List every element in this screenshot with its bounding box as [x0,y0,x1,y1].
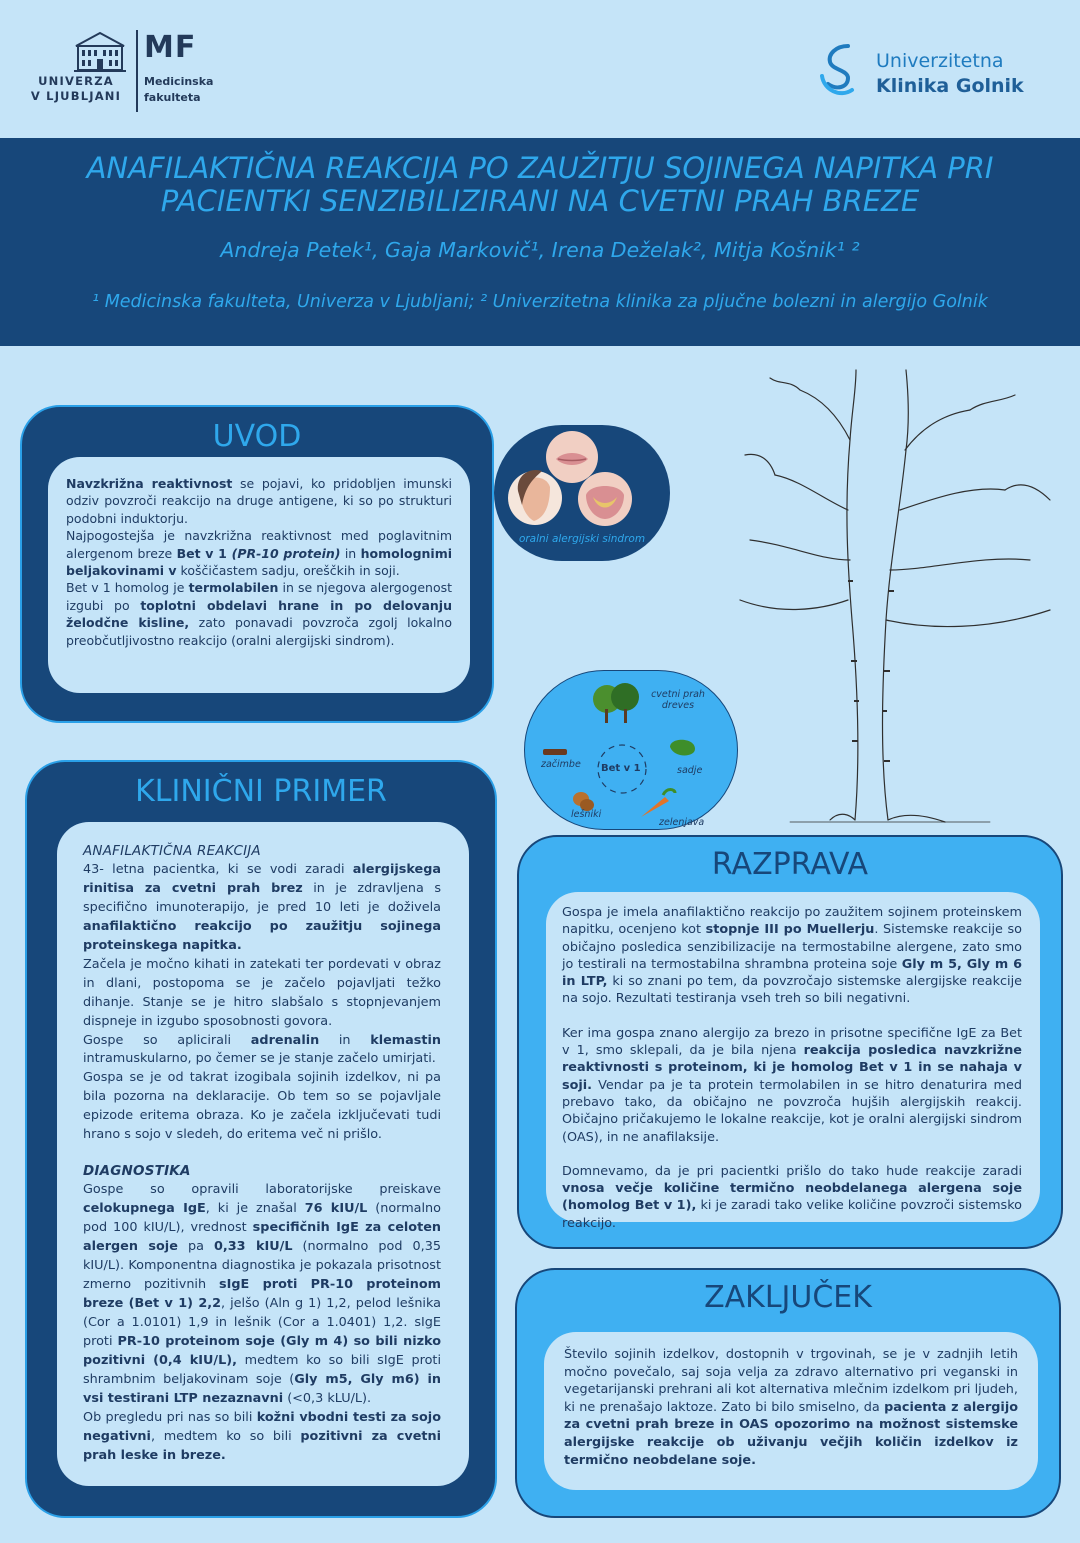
razprava-text-box [546,892,1040,1231]
spices-label: začimbe [541,759,581,770]
uvod-heading: UVOD [212,419,302,454]
klinicni-primer-text-box [57,822,469,1486]
university-ljubljani-logo [22,26,214,116]
university-building-icon [72,30,128,74]
uvod-paragraph: Bet v 1 homolog je termolabilen in se njegova alergogenost izgubi po toplotni obdelavi hrane in po delovanju želodčne kisline, zato ponavadi povzroča zgolj lokalno preobčutljivostno reakcijo (oralni alergijski sindrom). [66,580,453,648]
razprava-paragraph: Ker ima gospa znano alergijo za brezo in prisotne specifične IgE za Bet v 1, smo sklepali, da je bila njena reakcija posledica navzkrižne reaktivnosti s proteinom, ki je homolog Bet v 1 in se nahaja v soji. Vendar pa je ta protein termolabilen in se hitro denaturira med prebavo tako, da običajno ne povzroča hujših alergijskih reakcij. Običajno pričakujemo le lokalne reakcije, kot je oralni alergijski sindrom (OAS), in ne anafilaksije. [562,1025,1022,1145]
uvod-paragraph: Navzkrižna reaktivnost se pojavi, ko pridobljen imunski odziv povzroči reakcijo na druge antigene, ki so po strukturi podobni induktorju. [66,476,452,526]
bet-v1-crossreactivity-diagram [524,670,738,830]
uvod-panel [20,405,494,723]
diagnostika-subheading: DIAGNOSTIKA [83,1163,191,1180]
klinicni-primer-panel [25,760,497,1518]
logo-divider [136,30,138,112]
zakljucek-text-box [544,1332,1038,1490]
nuts-label: lešniki [571,809,602,820]
university-name: UNIVERZA V LJUBLJANI [30,74,122,103]
oas-illustration [494,425,670,561]
zakljucek-paragraph: Število sojinih izdelkov, dostopnih v trgovinah, se je v zadnjih letih močno povečalo, saj soja velja za zdravo alternativo pri veganski in vegetarijanski prehrani ali kot alternativa mlečnim izdelkom pri ljudeh, ki ne prenašajo laktoze. Zato bi bilo smiselno, da pacienta z alergijo za cvetni prah breze in OAS opozorimo na možnost sistemske alergijske reakcije ob uživanju večjih količin izdelkov iz termično neobdelane soje. [564,1347,1019,1468]
faculty-name: Medicinska fakulteta [144,75,214,104]
zakljucek-heading: ZAKLJUČEK [704,1280,872,1315]
pollen-label: cvetni prah dreves [651,689,705,711]
uvod-text-box [48,457,470,693]
primer-paragraph: Začela je močno kihati in zatekati ter pordevati v obraz in dlani, postopoma se je začelo pojavljati težko dihanje. Stanje se je hitro slabšalo s stopnjevanjem dispneje in izgubo sposobnosti govora. [83,956,441,1029]
razprava-heading: RAZPRAVA [711,847,869,882]
razprava-panel [517,835,1063,1249]
fruit-label: sadje [677,765,703,776]
mf-logotype: MF [144,30,197,65]
golnik-logo-line1: Univerzitetna [876,50,1004,72]
golnik-mark-icon [818,42,864,98]
vegetables-label: zelenjava [659,817,705,828]
bet-v1-center-label: Bet v 1 [601,763,641,774]
oas-caption: oralni alergijski sindrom [518,533,646,545]
klinika-golnik-logo [818,42,1038,102]
poster-title: ANAFILAKTIČNA REAKCIJA PO ZAUŽITJU SOJINEGA NAPITKA PRI PACIENTKI SENZIBILIZIRANI NA CVETNI PRAH BREZE [86,151,994,218]
authors: Andreja Petek¹, Gaja Markovič¹, Irena Deželak², Mitja Košnik¹ ² [220,238,860,262]
anafilakticna-subheading: ANAFILAKTIČNA REAKCIJA [83,843,261,859]
primer-paragraph: Gospe so opravili laboratorijske preiskave celokupnega IgE, ki je znašal 76 kIU/L (normalno pod 100 kIU/L), vrednost specifičnih IgE za celoten alergen soje pa 0,33 kIU/L (normalno pod 0,35 kIU/L). Komponentna diagnostika je pokazala prisotnost zmerno pozitivnih sIgE proti PR-10 proteinom breze (Bet v 1) 2,2, jelšo (Aln g 1) 1,2, pelod lešnika (Cor a 1.0101) 1,9 in lešnik (Cor a 1.0401) 1,2. sIgE proti PR-10 proteinom soje (Gly m 4) so bili nizko pozitivni (0,4 kIU/L), medtem ko so bili sIgE proti shrambnim beljakovinam soje (Gly m5, Gly m6) in vsi testirani LTP nezaznavni (<0,3 kLU/L). [83,1182,442,1406]
uvod-paragraph: Najpogostejša je navzkrižna reaktivnost med poglavitnim alergenom breze Bet v 1 (PR-10 protein) in homolognimi beljakovinami v koščičastem sadju, oreščkih in soji. [66,528,453,579]
title-band [0,138,1080,346]
primer-paragraph: Gospe so aplicirali adrenalin in klemastin intramuskularno, po čemer se je stanje začelo umirjati. [83,1032,441,1067]
golnik-logo-line2: Klinika Golnik [876,75,1024,97]
oas-faces-icon [494,425,670,535]
affiliations: ¹ Medicinska fakulteta, Univerza v Ljubljani; ² Univerzitetna klinika za pljučne bolezni in alergijo Golnik [92,292,988,312]
primer-paragraph: Gospa se je od takrat izogibala sojinih izdelkov, ni pa bila pozorna na deklaracije. Ob tem so se pojavljale epizode eritema obraza. Ko je začela izključevati tudi hrano s sojo v sledeh, do eritema več ni prišlo. [83,1070,441,1143]
klinicni-primer-heading: KLINIČNI PRIMER [135,774,387,809]
primer-paragraph: Ob pregledu pri nas so bili kožni vbodni testi za sojo negativni, medtem ko so bili pozitivni za cvetni prah leske in breze. [83,1409,441,1463]
zakljucek-panel [515,1268,1061,1518]
birch-tree-illustration [730,360,1075,840]
razprava-paragraph: Domnevamo, da je pri pacientki prišlo do tako hude reakcije zaradi vnosa večje količine termično neobdelanega alergena soje (homolog Bet v 1), ki je zaradi tako velike količine povzroči sistemsko reakcijo. [562,1163,1022,1231]
primer-paragraph: 43- letna pacientka, ki se vodi zaradi alergijskega rinitisa za cvetni prah brez in je zdravljena s specifično imunoterapijo, je pred 10 leti je doživela anafilaktično reakcijo po zaužitju sojinega proteinskega napitka. [83,861,441,953]
razprava-paragraph: Gospa je imela anafilaktično reakcijo po zaužitem sojinem proteinskem napitku, ocenjeno kot stopnje III po Muellerju. Sistemske reakcije so običajno posledica senzibilizacije na termostabilne alergene, zato smo jo testirali na termostabilna shrambna proteina soje Gly m 5, Gly m 6 in LTP, ki so znani po tem, da povzročajo sistemske alergijske reakcije na sojo. Rezultati testiranja vseh treh so bili negativni. [562,905,1023,1007]
